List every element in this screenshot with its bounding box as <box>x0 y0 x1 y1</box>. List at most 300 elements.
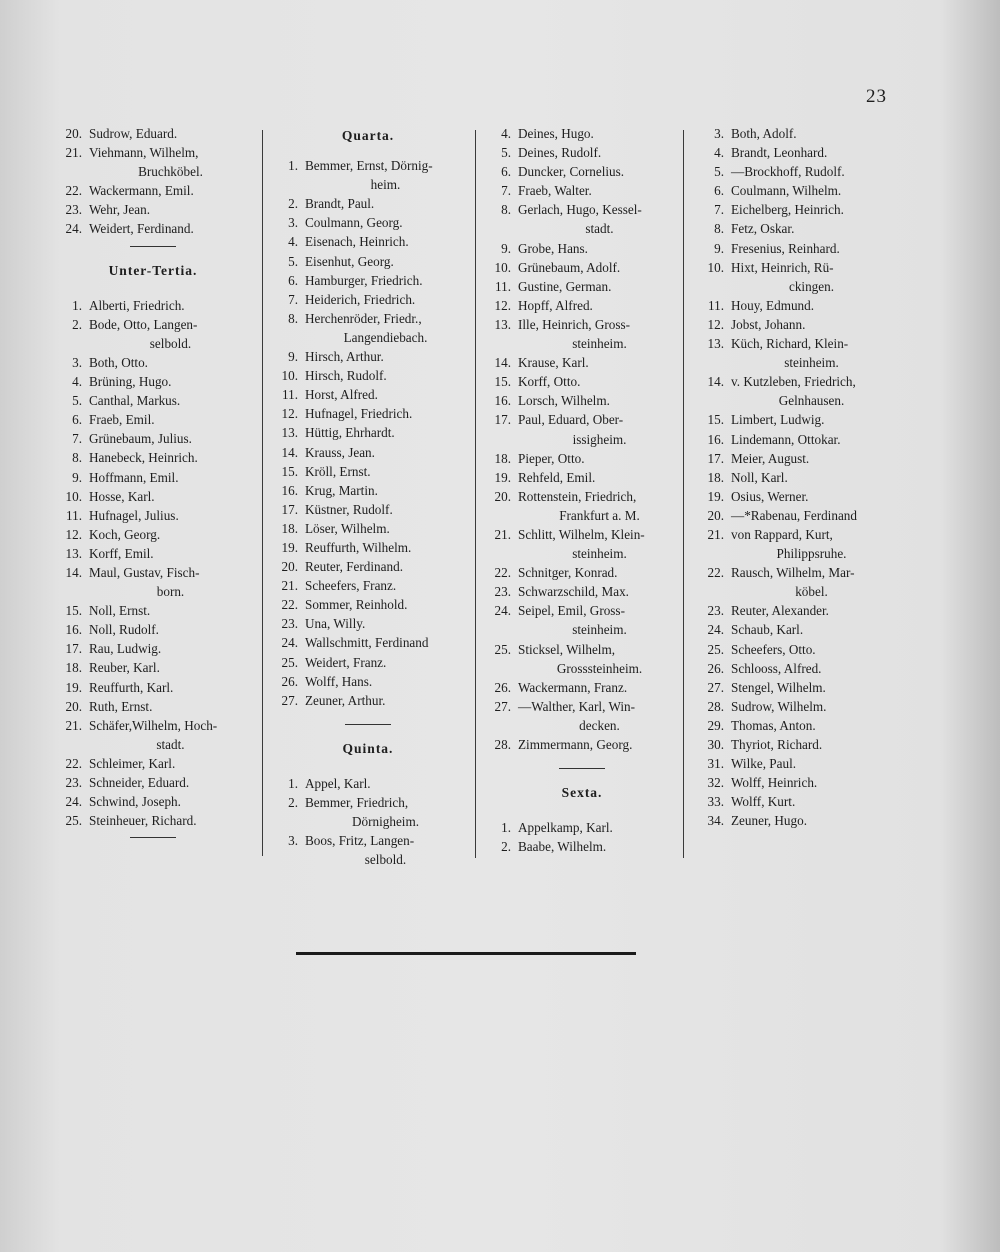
list-entry <box>696 410 892 429</box>
list-entry <box>270 462 466 481</box>
list-entry <box>696 697 892 716</box>
list-entry <box>54 754 252 773</box>
entry-name: Una, Willy. <box>305 616 366 632</box>
entry-name: Reuffurth, Wilhelm. <box>305 539 412 555</box>
entry-continuation: stadt. <box>585 221 614 237</box>
list-entry <box>270 633 466 652</box>
entry-number: 5. <box>714 164 724 180</box>
list-entry <box>696 659 892 678</box>
entry-name: Osius, Werner. <box>731 488 809 504</box>
entry-number: 10. <box>707 259 724 275</box>
entry-name: Hüttig, Ehrhardt. <box>305 425 395 441</box>
list-entry <box>696 640 892 659</box>
entry-number: 2. <box>501 839 511 855</box>
list-entry <box>696 124 892 143</box>
entry-number: 23. <box>65 775 82 790</box>
list-entry <box>54 372 252 391</box>
list-entry <box>54 200 252 219</box>
entry-number: 32. <box>707 775 724 791</box>
entry-name: Appelkamp, Karl. <box>518 820 613 836</box>
student-list <box>483 818 681 856</box>
section-heading-quarta: Quarta. <box>341 128 395 143</box>
entry-continuation: steinheim. <box>572 622 627 638</box>
entry-continuation: steinheim. <box>572 336 627 352</box>
list-entry <box>696 525 892 563</box>
list-entry <box>54 792 252 811</box>
entry-number: 25. <box>65 813 82 829</box>
entry-name: Weidert, Franz. <box>305 654 387 670</box>
list-entry <box>54 181 252 200</box>
list-entry <box>54 544 252 563</box>
entry-name: Fraeb, Emil. <box>89 412 155 428</box>
entry-number: 20. <box>707 507 724 523</box>
entry-number: 5. <box>501 145 511 161</box>
entry-name: Zeuner, Arthur. <box>305 692 386 708</box>
entry-name: Deines, Rudolf. <box>518 145 602 161</box>
entry-number: 4. <box>72 374 82 390</box>
entry-continuation: Langendiebach. <box>343 329 428 345</box>
list-entry <box>270 309 466 347</box>
list-entry <box>54 658 252 677</box>
list-entry <box>54 410 252 429</box>
entry-continuation: selbold. <box>364 852 407 868</box>
entry-name: Eisenhut, Georg. <box>305 253 394 269</box>
list-entry <box>54 716 252 754</box>
entry-name: Hufnagel, Friedrich. <box>305 406 413 422</box>
list-entry <box>483 640 681 678</box>
entry-number: 2. <box>288 196 298 212</box>
entry-name: Reuter, Ferdinand. <box>305 559 403 575</box>
list-entry <box>270 271 466 290</box>
entry-name: Zeuner, Hugo. <box>731 813 808 829</box>
entry-number: 20. <box>494 488 511 504</box>
list-entry <box>270 404 466 423</box>
entry-number: 19. <box>707 488 724 504</box>
list-entry <box>696 143 892 162</box>
entry-number: 19. <box>494 469 511 485</box>
list-entry <box>483 372 681 391</box>
entry-number: 3. <box>72 354 82 370</box>
entry-number: 21. <box>707 526 724 542</box>
list-entry <box>696 811 892 830</box>
entry-number: 8. <box>714 221 724 237</box>
entry-name: Koch, Georg. <box>89 526 161 542</box>
list-entry <box>483 678 681 697</box>
list-entry <box>483 239 681 258</box>
list-entry <box>54 639 252 658</box>
entry-name: Rau, Ludwig. <box>89 641 162 657</box>
list-entry <box>696 468 892 487</box>
entry-name: Hoffmann, Emil. <box>89 469 179 485</box>
entry-number: 4. <box>288 234 298 250</box>
list-entry <box>483 449 681 468</box>
entry-name: Hufnagel, Julius. <box>89 507 179 523</box>
entry-number: 5. <box>72 393 82 409</box>
list-entry <box>696 181 892 200</box>
list-entry <box>270 500 466 519</box>
entry-name: Coulmann, Georg. <box>305 215 403 231</box>
list-entry <box>54 697 252 716</box>
entry-name: Boos, Fritz, Langen- <box>305 833 415 849</box>
entry-number: 24. <box>65 221 82 237</box>
list-entry <box>270 366 466 385</box>
entry-name: Brandt, Leonhard. <box>731 145 828 161</box>
entry-name: Stengel, Wilhelm. <box>731 679 826 695</box>
entry-name: Fresenius, Reinhard. <box>731 240 840 256</box>
entry-number: 24. <box>281 635 298 651</box>
list-entry <box>270 290 466 309</box>
entry-number: 34. <box>707 813 724 829</box>
student-list <box>54 124 252 239</box>
entry-name: Hanebeck, Heinrich. <box>89 450 198 466</box>
entry-name: —Brockhoff, Rudolf. <box>731 164 845 180</box>
entry-name: Ille, Heinrich, Gross- <box>518 316 631 332</box>
list-entry <box>696 678 892 697</box>
entry-number: 20. <box>65 698 82 714</box>
entry-name: Korff, Otto. <box>518 374 581 390</box>
entry-number: 16. <box>494 393 511 409</box>
list-entry <box>270 423 466 442</box>
entry-name: Noll, Ernst. <box>89 603 151 619</box>
entry-continuation: ckingen. <box>788 278 835 294</box>
list-entry <box>270 576 466 595</box>
entry-name: Alberti, Friedrich. <box>89 297 185 313</box>
list-entry <box>270 385 466 404</box>
entry-number: 13. <box>65 545 82 561</box>
list-entry <box>483 735 681 754</box>
list-entry <box>696 334 892 372</box>
entry-number: 9. <box>714 240 724 256</box>
entry-name: Duncker, Cornelius. <box>518 164 625 180</box>
entry-name: Fetz, Oskar. <box>731 221 795 237</box>
entry-number: 22. <box>65 183 82 199</box>
column-rule <box>683 130 684 858</box>
column-3 <box>483 124 681 856</box>
list-entry <box>483 181 681 200</box>
list-entry <box>696 239 892 258</box>
entry-name: —*Rabenau, Ferdinand <box>731 507 857 523</box>
entry-number: 25. <box>707 641 724 657</box>
entry-number: 6. <box>72 412 82 428</box>
page-number: 23 <box>866 86 887 107</box>
column-rule <box>475 130 476 858</box>
entry-name: Schaub, Karl. <box>731 622 804 638</box>
entry-number: 7. <box>288 291 298 307</box>
section-separator <box>559 768 605 769</box>
entry-name: Hirsch, Arthur. <box>305 349 384 365</box>
list-entry <box>483 525 681 563</box>
section-separator <box>130 246 176 247</box>
list-entry <box>483 353 681 372</box>
list-entry <box>696 773 892 792</box>
entry-name: Hopff, Alfred. <box>518 297 593 313</box>
list-entry <box>696 162 892 181</box>
entry-name: Canthal, Markus. <box>89 393 181 409</box>
entry-number: 17. <box>65 641 82 657</box>
list-entry <box>270 653 466 672</box>
entry-name: Küstner, Rudolf. <box>305 501 393 517</box>
list-entry <box>483 124 681 143</box>
list-entry <box>54 563 252 601</box>
entry-number: 7. <box>714 202 724 218</box>
list-entry <box>696 754 892 773</box>
list-entry <box>696 563 892 601</box>
entry-continuation: stadt. <box>156 736 185 752</box>
list-entry <box>483 162 681 181</box>
entry-name: Eisenach, Heinrich. <box>305 234 409 250</box>
entry-number: 22. <box>65 755 82 771</box>
entry-number: 21. <box>494 526 511 542</box>
list-entry <box>696 315 892 334</box>
list-entry <box>270 481 466 500</box>
entry-number: 12. <box>281 406 298 422</box>
entry-number: 19. <box>65 679 82 695</box>
list-entry <box>483 818 681 837</box>
student-list <box>483 124 681 754</box>
entry-name: Both, Otto. <box>89 354 148 370</box>
entry-name: Wehr, Jean. <box>89 202 151 218</box>
entry-name: Sudrow, Wilhelm. <box>731 698 827 714</box>
entry-number: 16. <box>707 431 724 447</box>
entry-number: 12. <box>65 526 82 542</box>
entry-continuation: selbold. <box>149 335 192 351</box>
list-entry <box>483 315 681 353</box>
entry-number: 10. <box>65 488 82 504</box>
entry-name: Sommer, Reinhold. <box>305 597 408 613</box>
entry-name: Rehfeld, Emil. <box>518 469 596 485</box>
entry-number: 23. <box>494 584 511 600</box>
entry-name: Ruth, Ernst. <box>89 698 153 714</box>
column-4 <box>696 124 892 830</box>
section-separator <box>345 724 391 725</box>
entry-name: Korff, Emil. <box>89 545 154 561</box>
entry-number: 13. <box>494 316 511 332</box>
list-entry <box>696 372 892 410</box>
entry-name: Rausch, Wilhelm, Mar- <box>731 565 855 581</box>
entry-number: 8. <box>501 202 511 218</box>
entry-number: 17. <box>281 501 298 517</box>
entry-name: Krauss, Jean. <box>305 444 375 460</box>
entry-number: 26. <box>494 679 511 695</box>
entry-number: 23. <box>65 202 82 218</box>
entry-name: Zimmermann, Georg. <box>518 737 633 752</box>
entry-number: 27. <box>494 698 511 714</box>
entry-number: 7. <box>501 183 511 199</box>
entry-continuation: decken. <box>579 717 620 733</box>
entry-continuation: Gelnhausen. <box>778 393 845 409</box>
entry-name: Scheefers, Otto. <box>731 641 816 657</box>
entry-number: 27. <box>281 692 298 708</box>
entry-number: 25. <box>281 654 298 670</box>
entry-number: 33. <box>707 794 724 810</box>
student-list <box>270 156 466 710</box>
entry-number: 2. <box>288 795 298 810</box>
section-separator <box>130 837 176 838</box>
entry-name: Wolff, Kurt. <box>731 794 796 810</box>
list-entry <box>54 468 252 487</box>
entry-name: Grünebaum, Adolf. <box>518 259 621 275</box>
entry-name: Kröll, Ernst. <box>305 463 371 479</box>
entry-number: 18. <box>65 660 82 676</box>
entry-number: 15. <box>65 603 82 619</box>
entry-number: 5. <box>288 253 298 269</box>
list-entry <box>54 678 252 697</box>
entry-name: Brandt, Paul. <box>305 196 375 212</box>
entry-number: 27. <box>707 679 724 695</box>
entry-name: Sticksel, Wilhelm, <box>518 641 616 657</box>
list-entry <box>54 219 252 238</box>
entry-number: 1. <box>288 775 298 791</box>
entry-number: 22. <box>281 597 298 613</box>
entry-name: Weidert, Ferdinand. <box>89 221 194 237</box>
entry-number: 28. <box>707 698 724 714</box>
entry-name: Eichelberg, Heinrich. <box>731 202 844 218</box>
entry-name: Pieper, Otto. <box>518 450 585 466</box>
entry-name: Heiderich, Friedrich. <box>305 291 416 307</box>
entry-number: 19. <box>281 539 298 555</box>
entry-number: 13. <box>281 425 298 441</box>
entry-name: Sudrow, Eduard. <box>89 126 178 141</box>
list-entry <box>483 258 681 277</box>
list-entry <box>270 156 466 194</box>
entry-name: Schlitt, Wilhelm, Klein- <box>518 526 645 542</box>
entry-number: 12. <box>707 316 724 332</box>
student-list <box>270 774 466 869</box>
list-entry <box>696 449 892 468</box>
list-entry <box>483 391 681 410</box>
list-entry <box>696 735 892 754</box>
list-entry <box>483 277 681 296</box>
entry-number: 9. <box>72 469 82 485</box>
entry-number: 7. <box>72 431 82 447</box>
list-entry <box>54 353 252 372</box>
entry-number: 2. <box>72 316 82 332</box>
entry-number: 21. <box>281 578 298 594</box>
list-entry <box>270 595 466 614</box>
entry-name: Wilke, Paul. <box>731 756 797 772</box>
entry-number: 16. <box>65 622 82 638</box>
entry-name: Meier, August. <box>731 450 810 466</box>
entry-number: 11. <box>66 507 82 523</box>
entry-number: 14. <box>281 444 298 460</box>
list-entry <box>270 614 466 633</box>
entry-name: Wallschmitt, Ferdinand <box>305 635 429 651</box>
entry-continuation: Frankfurt a. M. <box>559 507 640 523</box>
entry-name: Seipel, Emil, Gross- <box>518 603 625 619</box>
entry-continuation: heim. <box>370 177 401 193</box>
list-entry <box>270 443 466 462</box>
list-entry <box>696 219 892 238</box>
entry-name: Schwind, Joseph. <box>89 794 181 810</box>
list-entry <box>54 143 252 181</box>
entry-number: 10. <box>281 368 298 384</box>
entry-number: 6. <box>714 183 724 199</box>
list-entry <box>54 448 252 467</box>
entry-name: Grobe, Hans. <box>518 240 588 256</box>
entry-number: 24. <box>707 622 724 638</box>
entry-number: 11. <box>708 297 724 313</box>
entry-number: 4. <box>714 145 724 161</box>
list-entry <box>270 774 466 793</box>
section-heading-sexta: Sexta. <box>561 785 603 801</box>
entry-number: 1. <box>288 158 298 174</box>
list-entry <box>696 506 892 525</box>
entry-number: 9. <box>501 240 511 256</box>
list-entry <box>270 793 466 831</box>
entry-name: Reuber, Karl. <box>89 660 160 676</box>
entry-number: 29. <box>707 717 724 733</box>
entry-number: 3. <box>288 833 298 849</box>
list-entry <box>483 582 681 601</box>
list-entry <box>483 468 681 487</box>
list-entry <box>54 525 252 544</box>
entry-name: Lindemann, Ottokar. <box>731 431 841 447</box>
entry-name: Maul, Gustav, Fisch- <box>89 564 200 580</box>
entry-continuation: Dörnigheim. <box>351 814 420 830</box>
entry-number: 13. <box>707 336 724 352</box>
entry-continuation: Philippsruhe. <box>776 546 847 562</box>
section-heading-quinta: Quinta. <box>342 740 394 756</box>
entry-name: Grünebaum, Julius. <box>89 431 192 447</box>
list-entry <box>270 232 466 251</box>
list-entry <box>696 487 892 506</box>
list-entry <box>696 620 892 639</box>
list-entry <box>54 391 252 410</box>
entry-number: 20. <box>65 126 82 141</box>
entry-number: 22. <box>494 565 511 581</box>
entry-name: Schlooss, Alfred. <box>731 660 822 676</box>
list-entry <box>270 538 466 557</box>
column-1 <box>54 124 252 838</box>
entry-number: 14. <box>494 355 511 371</box>
entry-name: Hosse, Karl. <box>89 488 155 504</box>
entry-name: Schnitger, Konrad. <box>518 565 618 581</box>
list-entry <box>696 716 892 735</box>
entry-continuation: steinheim. <box>784 355 839 371</box>
list-entry <box>696 792 892 811</box>
entry-name: Limbert, Ludwig. <box>731 412 825 428</box>
entry-number: 21. <box>65 717 82 733</box>
entry-name: Houy, Edmund. <box>731 297 815 313</box>
list-entry <box>483 200 681 238</box>
entry-number: 26. <box>281 673 298 689</box>
entry-name: v. Kutzleben, Friedrich, <box>731 374 856 390</box>
entry-continuation: Grosssteinheim. <box>556 660 643 676</box>
entry-name: Wackermann, Franz. <box>518 679 628 695</box>
entry-number: 12. <box>494 297 511 313</box>
entry-number: 11. <box>282 387 298 403</box>
entry-name: Bemmer, Ernst, Dörnig- <box>305 158 433 174</box>
list-entry <box>483 410 681 448</box>
list-entry <box>483 143 681 162</box>
list-entry <box>270 213 466 232</box>
entry-name: Herchenröder, Friedr., <box>305 310 422 326</box>
entry-continuation: Bruchköbel. <box>138 164 203 180</box>
entry-continuation: issigheim. <box>572 431 627 447</box>
list-entry <box>483 563 681 582</box>
column-2 <box>270 124 466 869</box>
list-entry <box>270 252 466 271</box>
list-entry <box>483 601 681 639</box>
entry-number: 15. <box>494 374 511 390</box>
column-rule <box>262 130 263 856</box>
entry-number: 18. <box>281 520 298 536</box>
entry-number: 24. <box>494 603 511 619</box>
list-entry <box>696 200 892 219</box>
entry-name: Rottenstein, Friedrich, <box>518 488 637 504</box>
entry-name: Fraeb, Walter. <box>518 183 592 199</box>
entry-name: Bemmer, Friedrich, <box>305 795 409 810</box>
